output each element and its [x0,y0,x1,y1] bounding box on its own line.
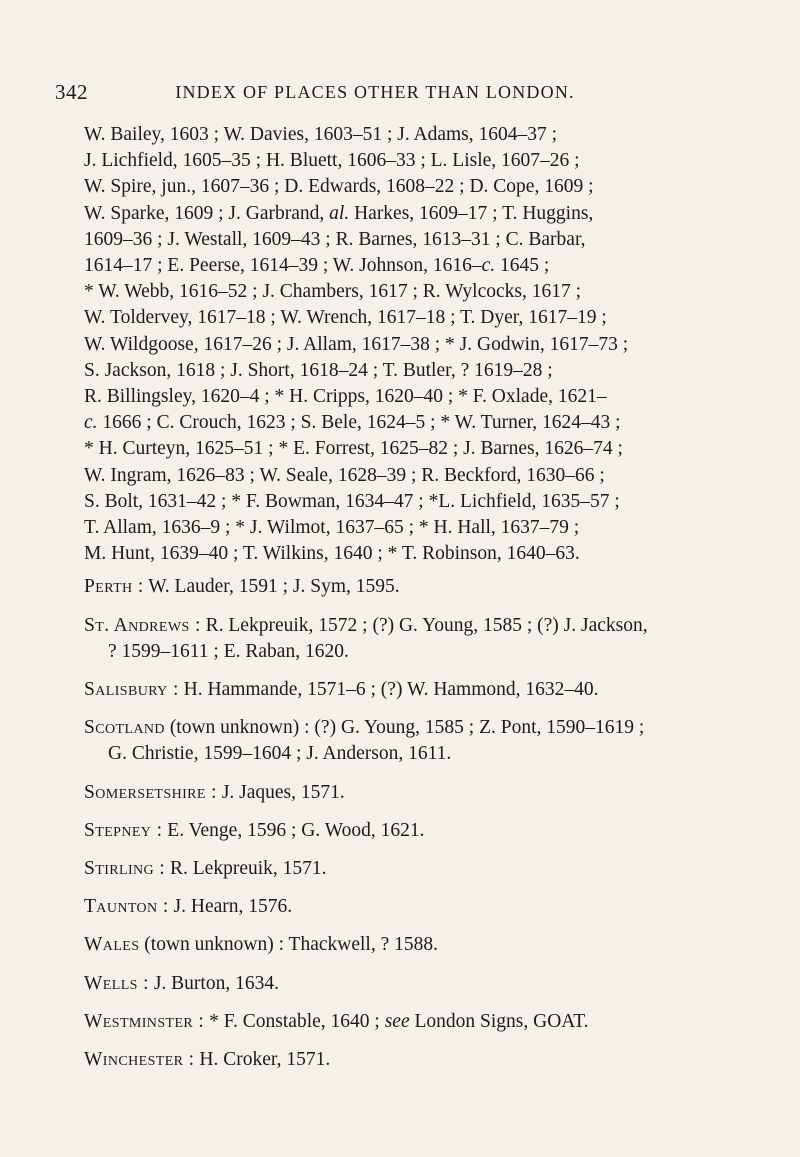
entry-text: ? 1599–1611 ; E. Raban, 1620. [108,640,349,662]
text-line [84,201,654,227]
index-body [84,122,654,1085]
text-line: W. Spire, jun., 1607–36 ; D. Edwards, 1608–22 ; D. Cope, 1609 ; [84,176,594,198]
text-line: W. Ingram, 1626–83 ; W. Seale, 1628–39 ; R. Beckford, 1630–66 ; [84,464,605,486]
entry-text: G. Christie, 1599–1604 ; J. Anderson, 1611. [108,743,452,765]
entry-text: R. Lekpreuik, 1571. [170,858,327,880]
entry-text: (town unknown) : (?) G. Young, 1585 ; Z. Pont, 1590–1619 ; [169,717,645,739]
see-reference: see [384,1010,410,1032]
oxford-continuation [84,122,654,567]
page-number: 342 [55,80,88,104]
index-entry-wells [84,971,654,997]
entry-text: London Signs, GOAT. [414,1010,589,1032]
text-line [84,253,654,279]
entry-text: R. Lekpreuik, 1572 ; (?) G. Young, 1585 ; (?) J. Jackson, [205,614,648,636]
index-entry-stepney [84,818,654,844]
place-name: Winchester : [84,1049,195,1071]
entry-text: W. Lauder, 1591 ; J. Sym, 1595. [148,576,400,598]
place-name: St. Andrews : [84,614,201,636]
place-name: Wells : [84,972,149,994]
place-name: Westminster : [84,1010,205,1032]
entry-text: E. Venge, 1596 ; G. Wood, 1621. [167,819,425,841]
text-line: M. Hunt, 1639–40 ; T. Wilkins, 1640 ; * T. Robinson, 1640–63. [84,543,580,565]
place-name: Scotland [84,717,165,739]
place-name: Taunton : [84,896,169,918]
index-entry-salisbury [84,677,654,703]
index-entry-wales [84,932,654,958]
text-line: W. Toldervey, 1617–18 ; W. Wrench, 1617–18 ; T. Dyer, 1617–19 ; [84,307,607,329]
text-segment: W. Sparke, 1609 ; J. Garbrand, [84,202,325,224]
text-line: J. Lichfield, 1605–35 ; H. Bluett, 1606–33 ; L. Lisle, 1607–26 ; [84,150,580,172]
index-entry-perth [84,574,654,600]
text-line: S. Jackson, 1618 ; J. Short, 1618–24 ; T. Butler, ? 1619–28 ; [84,359,553,381]
entry-text: H. Hammande, 1571–6 ; (?) W. Hammond, 1632–40. [183,679,599,701]
place-name: Somersetshire : [84,781,217,803]
index-entry-taunton [84,894,654,920]
text-line: * W. Webb, 1616–52 ; J. Chambers, 1617 ; R. Wylcocks, 1617 ; [84,281,582,303]
place-name: Perth : [84,576,144,598]
place-name: Stirling : [84,858,166,880]
place-name: Stepney : [84,819,163,841]
index-entry-st-andrews [84,613,654,665]
italic-abbrev: c. [84,412,98,434]
entry-text: (town unknown) : Thackwell, ? 1588. [144,934,438,956]
text-segment: Harkes, 1609–17 ; T. Huggins, [349,202,594,224]
italic-abbrev: c. [481,255,496,277]
running-head: INDEX OF PLACES OTHER THAN LONDON. [175,82,575,102]
text-line: R. Billingsley, 1620–4 ; * H. Cripps, 1620–40 ; * F. Oxlade, 1621– [84,386,607,408]
text-line: T. Allam, 1636–9 ; * J. Wilmot, 1637–65 ; * H. Hall, 1637–79 ; [84,517,580,539]
entry-text: J. Jaques, 1571. [221,781,345,803]
text-line: W. Wildgoose, 1617–26 ; J. Allam, 1617–38 ; * J. Godwin, 1617–73 ; [84,333,629,355]
index-entry-somersetshire [84,780,654,806]
index-entry-scotland [84,715,654,767]
italic-abbrev: al. [329,202,350,224]
entry-text: J. Burton, 1634. [153,972,279,994]
text-segment: 1645 ; [495,255,550,277]
text-line: S. Bolt, 1631–42 ; * F. Bowman, 1634–47 ; *L. Lichfield, 1635–57 ; [84,490,620,512]
text-line: W. Bailey, 1603 ; W. Davies, 1603–51 ; J. Adams, 1604–37 ; [84,124,558,145]
index-entry-westminster [84,1009,654,1035]
entry-text: * F. Constable, 1640 ; [209,1010,380,1032]
text-line: * H. Curteyn, 1625–51 ; * E. Forrest, 1625–82 ; J. Barnes, 1626–74 ; [84,438,623,460]
index-entry-winchester [84,1047,654,1073]
text-line: 1609–36 ; J. Westall, 1609–43 ; R. Barnes, 1613–31 ; C. Barbar, [84,228,586,250]
text-line [84,410,654,436]
place-name: Salisbury : [84,679,179,701]
entry-text: J. Hearn, 1576. [173,896,293,918]
text-segment: 1666 ; C. Crouch, 1623 ; S. Bele, 1624–5 ; * W. Turner, 1624–43 ; [97,412,621,434]
page-header [55,80,695,110]
index-entry-stirling [84,856,654,882]
place-name: Wales [84,934,140,956]
text-segment: 1614–17 ; E. Peerse, 1614–39 ; W. Johnson, 1616– [84,255,482,277]
entry-text: H. Croker, 1571. [199,1049,331,1071]
